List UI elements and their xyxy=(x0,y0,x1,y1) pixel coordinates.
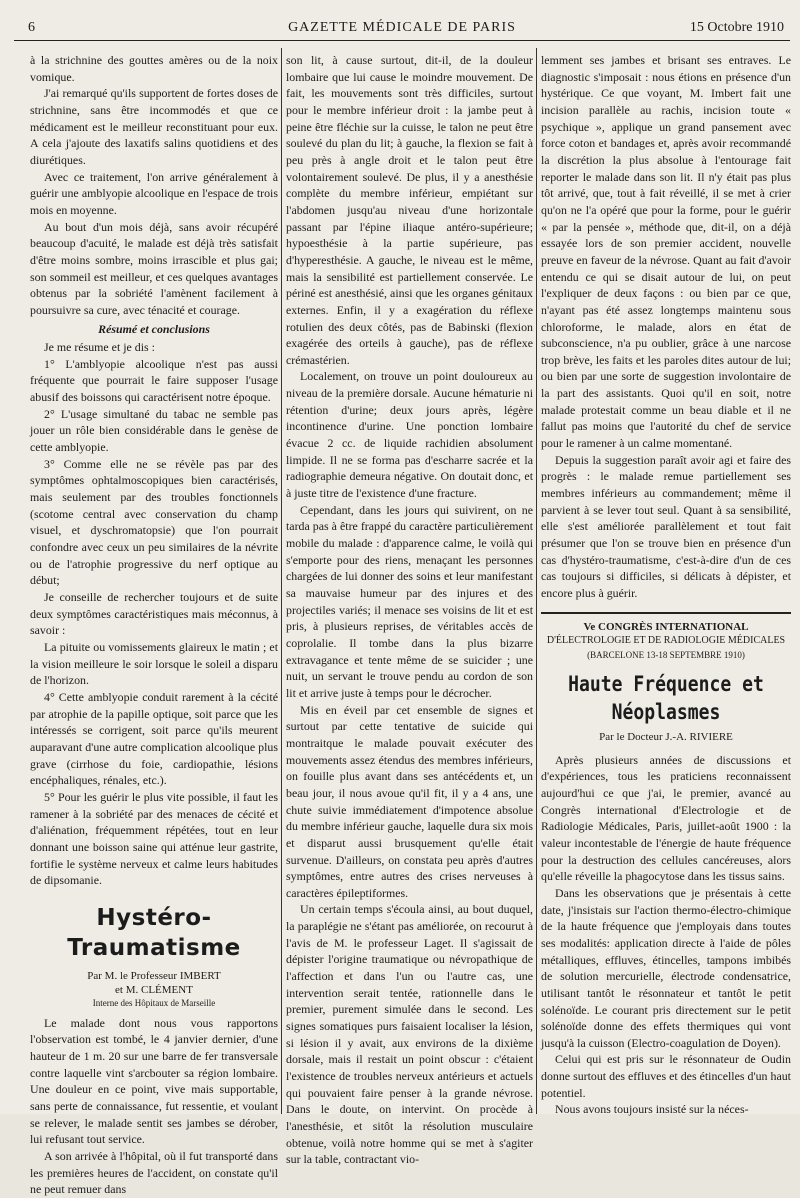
paragraph: Localement, on trouve un point douloureux au niveau de la première dorsale. Aucune hématurie ni rétention d'urine; deux jours après, légère incontinence d'urine. Une ponction lombaire évacue 2 cc. de liquide rachidien absolument limpide. Il ne se forma pas d'escharre sacrée et la radiographie demeura négative. On doutait donc, et à juste titre de l'existence d'une fracture. xyxy=(286,369,533,501)
paragraph: Après plusieurs années de discussions et d'expériences, tous les praticiens reconnaissent aujourd'hui ce que j'ai, le premier, avancé au Congrès international d'Electrologie et de Radiologie Médicales, Paris, juillet-août 1900 : la valeur incontestable de l'énergie de haute fréquence pour la destruction des cellules cancéreuses, alors qu'elle réveille la phagocytose dans les tissus sains. xyxy=(541,752,791,884)
byline-author-2: et M. CLÉMENT xyxy=(115,983,193,996)
paragraph: 2° L'usage simultané du tabac ne semble pas jouer un rôle bien considérable dans le genèse de cette amblyopie. xyxy=(30,406,278,455)
paragraph: Mis en éveil par cet ensemble de signes et surtout par cette tentative de suicide qui montraitque le malade pouvait exécuter des mouvements assez étendus des membres inférieurs, on fouille plus avant dans ses antécédents et, un beau jour, il nous avoue qu'il fit, il y a 4 ans, une chute suivie immédiatement d'impotence absolue du membre inférieur gauche, laquelle dura six mois et disparut aussi brusquement qu'elle était survenue. D'ailleurs, on constata peu après d'autres symptômes, entre autres des crises nerveuses à caractères épileptiformes. xyxy=(286,702,533,900)
paragraph: à la strichnine des gouttes amères ou de la noix vomique. xyxy=(30,53,278,84)
page-number: 6 xyxy=(28,20,35,35)
column-3 xyxy=(541,52,791,1117)
paragraph: Dans les observations que je présentais à cette date, j'insistais sur l'action thermo-électro-chimique de la haute fréquence que j'employais dans toutes ses modalités: application directe à l'aide de pôles métalliques, effluves, étincelles, tampons imbibés de solution mercurielle, électrode condensatrice, utilisant tantôt le résonnateur et tantôt le petit solénoïde. Le courant pris directement sur le petit solénoïde donne des effets thermiques qui vont jusqu'à la cuisson (Electro-coagulation de Doyen). xyxy=(541,885,791,1050)
congress-dates: (BARCELONE 13-18 SEPTEMBRE 1910) xyxy=(587,649,745,660)
congress-heading-block xyxy=(541,612,791,662)
paragraph: lemment ses jambes et brisant ses entraves. Le diagnostic s'imposait : nous étions en présence d'un hystérique. Ce que voyant, M. Imbert fait une incision parallèle au rachis, incision toute « psychique », applique un grand pansement avec force coton et bandages et, après avoir recommandé la discrétion la plus absolue à l'entourage fait reporter le malade dans son lit. Il n'y était pas plus tôt arrivé, que, tout à fait réveillé, il se met à crier qu'on ne l'a opéré que pour la forme, pour le guérir « par la pensée », méthode que, dit-il, on a déjà essayée lors de son premier accident, nouvelle preuve en faveur de la névrose. Quant au fait d'avoir entendu ce qui se disait autour de lui, on peut l'expliquer de deux façons : ou bien par ce que, n'ayant pas été assez longtemps maintenu sous chloroforme, le malade, alors en état de subconscience, n'a pu oublier, grâce à une narcose trop brève, les faits et les paroles dites autour de lui; ou bien par une sorte de suggestion involontaire de la part des assistants. Quoi qu'il en soit, notre malade protestait comme un beau diable et il ne fallut pas moins que l'autorité du chef de service pour le ramener à un calme momentané. xyxy=(541,53,791,451)
section-heading: Résumé et conclusions xyxy=(98,321,210,336)
paragraph: Je conseille de rechercher toujours et de suite deux symptômes caractéristiques mais méconnus, à savoir : xyxy=(30,590,278,638)
article-title: Hystéro-Traumatisme xyxy=(67,904,241,961)
column-1 xyxy=(30,52,278,1197)
column-rule-1 xyxy=(281,48,282,1114)
paragraph: Au bout d'un mois déjà, sans avoir récupéré beaucoup d'acuité, le malade est déjà très satisfait d'être moins sombre, moins irrascible et plus gai; son sommeil est meilleur, et ces quelques avantages obtenus par la sobriété l'amènent facilement à poursuivre sa cure, avec ténacité et courage. xyxy=(30,219,278,317)
byline-author: Par le Docteur J.-A. RIVIERE xyxy=(599,730,733,743)
paragraph: Depuis la suggestion paraît avoir agi et faire des progrès : le malade remue partiellement ses membres inférieurs au commandement; même il parvient à se lever tout seul. Quant à sa sensibilité, elle s'est améliorée parallèlement et tout fait présumer que l'on se trouve bien en présence d'un cas d'hystéro-traumatisme, c'est-à-dire d'un de ces cas toujours si difficiles, si délicats à dépister, et encore plus à guérir. xyxy=(541,452,791,600)
paragraph: Un certain temps s'écoula ainsi, au bout duquel, la paraplégie ne s'étant pas améliorée, on recourut à l'avis de M. le professeur Laget. Il s'agissait de dépister l'origine traumatique ou névropathique de l'affection et dans l'un ou l'autre cas, une intervention serait tentée, rationnelle dans le premier, purement simulée dans le second. Les signes somatiques purs faisaient localiser la lésion, si lésion il y avait, aux environs de la dixième dorsale, mais il restait un point obscur : c'étaient l'existence de troubles nerveux antérieurs et actuels qui pouvaient faire penser à la grande névrose. Dans le doute, on intervint. On procède à l'anesthésie, et sitôt la résolution musculaire obtenue, voilà notre homme qui se met à s'agiter sur la table, contractant vio- xyxy=(286,902,533,1167)
paragraph: A son arrivée à l'hôpital, où il fut transporté dans les premières heures de l'accident, on constate qu'il ne peut remuer dans xyxy=(30,1149,278,1197)
byline-author-1: Par M. le Professeur IMBERT xyxy=(87,969,221,982)
paragraph: 4° Cette amblyopie conduit rarement à la cécité par atrophie de la papille optique, soit parce que les intéressés se corrigent, soit parce qu'ils meurent auparavant d'une autre complication alcoolique plus grave (cirrhose du foie, cardiopathie, lésions encéphaliques, rénales, etc.). xyxy=(30,689,278,788)
paragraph: Le malade dont nous vous rapportons l'observation est tombé, le 4 janvier dernier, d'une hauteur de 1 m. 20 sur une barre de fer transversale contre laquelle vint s'arcbouter sa région lombaire. Une douleur en ce point, vive mais supportable, sans perte de connaissance, fut ressentie, et voulant se relever, le malade sentit ses jambes se dérober, lui refusant tout service. xyxy=(30,1015,278,1147)
paragraph: 1° L'amblyopie alcoolique n'est pas aussi fréquente que pourrait le faire supposer l'usage abusif des boissons qui caractérisent notre époque. xyxy=(30,356,278,405)
page-header xyxy=(14,20,790,41)
paragraph: 5° Pour les guérir le plus vite possible, il faut les ramener à la sobriété par des menaces de cécité et d'aliénation, fréquemment répétées, tout en leur donnant une boisson saine qui atténue leur gastrite, fortifie le système nerveux et calme leurs habitudes de dipsomanie. xyxy=(30,789,278,888)
paragraph: Celui qui est pris sur le résonnateur de Oudin donne surtout des effluves et des étincelles d'un haut potentiel. xyxy=(541,1052,791,1100)
paragraph: 3° Comme elle ne se révèle pas par des symptômes ophtalmoscopiques bien caractérisés, mais seulement par des troubles fonctionnels (scotome central avec conservation du champ visuel, et dyschromatopsie) que l'on pourrait confondre avec ceux un peu similaires de la névrite ou de l'atrophie progressive du nerf optique au début; xyxy=(30,456,278,588)
paragraph: Avec ce traitement, l'on arrive généralement à guérir une amblyopie alcoolique en l'espace de trois mois en moyenne. xyxy=(30,169,278,217)
paragraph: Je me résume et je dis : xyxy=(44,340,155,355)
column-rule-2 xyxy=(536,48,537,1114)
publication-title: GAZETTE MÉDICALE DE PARIS xyxy=(288,20,516,35)
congress-title: Ve CONGRÈS INTERNATIONAL xyxy=(583,620,749,633)
author-affiliation: Interne des Hôpitaux de Marseille xyxy=(92,997,216,1008)
paragraph: J'ai remarqué qu'ils supportent de fortes doses de strichnine, sans être incommodés et que ce médicament est le meilleur reconstituant pour eux. A cela j'ajoute des laxatifs salins quotidiens et des diurétiques. xyxy=(30,86,278,167)
paragraph: La pituite ou vomissements glaireux le matin ; et la vision meilleure le soir lorsque le soleil a disparu de l'horizon. xyxy=(30,639,278,688)
paragraph: Nous avons toujours insisté sur la néces- xyxy=(555,1102,749,1117)
article-title: Haute Fréquence et Néoplasmes xyxy=(568,671,764,724)
paragraph: Cependant, dans les jours qui suivirent, on ne tarda pas à être frappé du caractère particulièrement mobile du malade : d'apparence calme, le voilà qui s'emporte pour des riens, menaçant les personnes chargées de lui donner des soins et leur manifestant sa mauvaise humeur par des injures et des projectiles variés; il menace ses voisins de lit et est pris, à plusieurs reprises, de véritables accès de coprolalie. Il tombe dans la plus bizarre extravagance et tente même de se suicider ; une nuit, un servant le trouve pendu au cordon de son lit et arrive juste à temps pour le décrocher. xyxy=(286,502,533,700)
issue-date: 15 Octobre 1910 xyxy=(689,20,784,35)
column-2 xyxy=(286,52,533,1167)
congress-subtitle: D'ÉLECTROLOGIE ET DE RADIOLOGIE MÉDICALES xyxy=(546,634,786,646)
paragraph: son lit, à cause surtout, dit-il, de la douleur lombaire que lui cause le moindre mouvement. De fait, les mouvements sont très difficiles, surtout pour le membre inférieur droit : la jambe peut à peine être fléchie sur la cuisse, le talon ne peut être soulevé du plan du lit; à gauche, la flexion se fait à peu près à angle droit et le talon peut être volontairement soulevé. De plus, il y a anesthésie complète du membre inférieur, empiétant sur l'abdomen jusqu'au niveau d'une horizontale passant par l'épine iliaque antéro-supérieure; hypoesthésie à la partie supérieure, pas d'hyperesthésie. A gauche, le niveau est le même, mais la sensibilité est partiellement conservée. Le périné est anesthésié, ainsi que les organes génitaux externes. Enfin, il y a exagération du réflexe rotulien des deux côtés, pas de Babinski (flexion exagérée des orteils à gauche), pas de réflexe crémastérien. xyxy=(286,53,533,367)
